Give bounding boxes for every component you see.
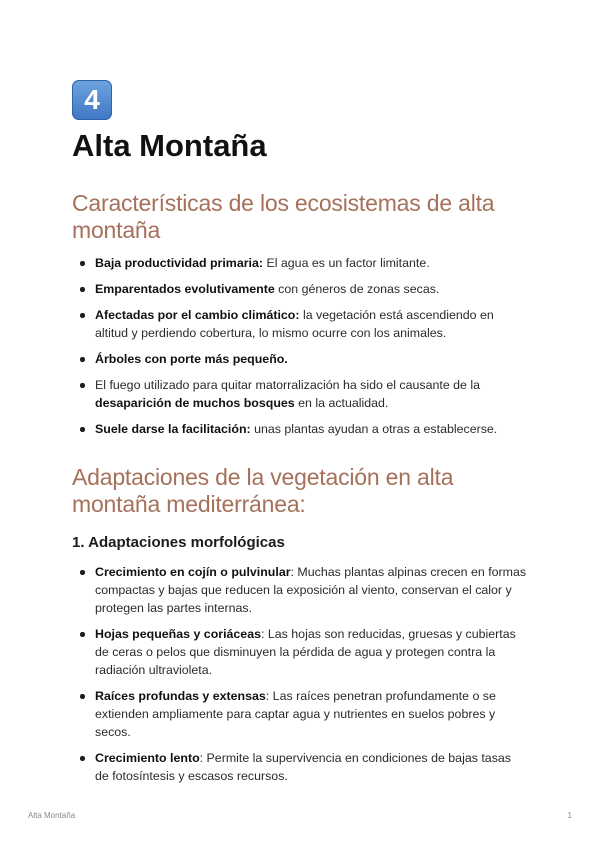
list-item xyxy=(72,420,528,438)
footer-page-number: 1 xyxy=(567,811,572,820)
list-item-bold: Emparentados evolutivamente xyxy=(95,282,275,296)
list-item-text: El agua es un factor limitante. xyxy=(263,256,430,270)
list-item-bold: Crecimiento en cojín o pulvinular xyxy=(95,565,291,579)
page-title: Alta Montaña xyxy=(72,128,267,163)
list-item-text-end: en la actualidad. xyxy=(294,396,389,410)
list-item-text: : Permite la supervivencia en condiciones de bajas tasas de fotosíntesis y escasos recursos. xyxy=(95,751,511,783)
list-item-text: : Las hojas son reducidas, gruesas y cubiertas de ceras o pelos que disminuyen la pérdida de agua y protegen contra la radiación ultravioleta. xyxy=(95,627,516,677)
list-item xyxy=(72,280,528,298)
list-item xyxy=(72,376,528,412)
list-item-text: : Muchas plantas alpinas crecen en formas compactas y bajas que reducen la exposición al viento, conservan el calor y protegen las partes internas. xyxy=(95,565,527,615)
list-item-text: unas plantas ayudan a otras a establecerse. xyxy=(250,422,498,436)
list-item xyxy=(72,254,528,272)
document-page xyxy=(72,80,528,785)
list-item-text: con géneros de zonas secas. xyxy=(274,282,440,296)
subsection-heading-morphological: 1. Adaptaciones morfológicas xyxy=(72,534,285,551)
section-heading-adaptations: Adaptaciones de la vegetación en alta montaña mediterránea: xyxy=(72,464,454,517)
list-item xyxy=(72,306,528,342)
keycap-four-icon xyxy=(72,80,112,120)
list-item-bold: Suele darse la facilitación: xyxy=(95,422,251,436)
list-item-text: la vegetación está ascendiendo en altitud y perdiendo cobertura, lo mismo ocurre con los animales. xyxy=(95,308,494,340)
list-item-bold: Crecimiento lento xyxy=(95,751,200,765)
list-item xyxy=(72,350,528,368)
list-item xyxy=(72,625,528,679)
footer-title: Alta Montaña xyxy=(28,811,76,820)
section-heading-characteristics: Características de los ecosistemas de alta montaña xyxy=(72,190,495,243)
badge-number: 4 xyxy=(84,84,100,115)
list-item xyxy=(72,687,528,741)
characteristics-list xyxy=(72,254,528,438)
list-item-bold: Afectadas por el cambio climático: xyxy=(95,308,300,322)
list-item-bold: Baja productividad primaria: xyxy=(95,256,263,270)
list-item-text: : Las raíces penetran profundamente o se extienden ampliamente para captar agua y nutrientes en suelos pobres y secos. xyxy=(95,689,496,739)
list-item-bold: Árboles con porte más pequeño. xyxy=(95,352,288,366)
list-item xyxy=(72,749,528,785)
morphological-adaptations-list xyxy=(72,563,528,785)
list-item-text: El fuego utilizado para quitar matorralización ha sido el causante de la xyxy=(95,378,481,392)
list-item-bold: Raíces profundas y extensas xyxy=(95,689,266,703)
list-item xyxy=(72,563,528,617)
list-item-bold: desaparición de muchos bosques xyxy=(95,396,295,410)
list-item-bold: Hojas pequeñas y coriáceas xyxy=(95,627,261,641)
